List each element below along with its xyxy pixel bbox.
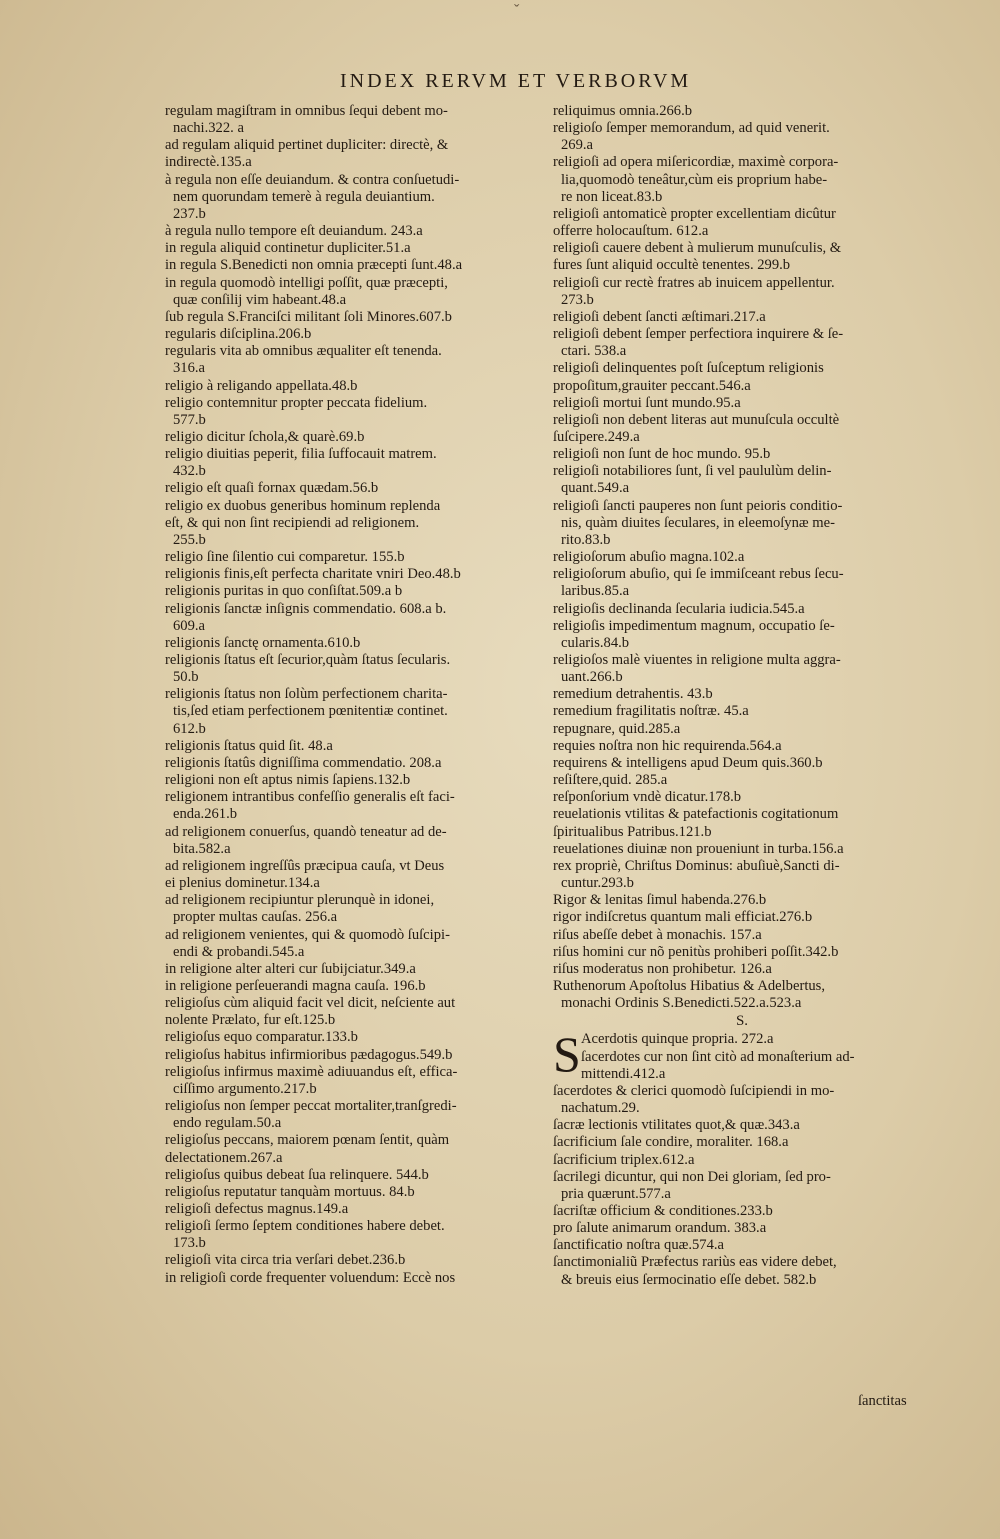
index-line: religionis ſtatus non ſolùm perfectionem charita- xyxy=(165,686,448,703)
index-line: in religione perſeuerandi magna cauſa. 196.b xyxy=(165,977,426,994)
index-line: laribus.85.a xyxy=(561,583,630,600)
index-line: propter multas cauſas. 256.a xyxy=(173,909,338,926)
index-line: religioſi antomaticè propter excellentiam dicûtur xyxy=(553,205,836,222)
index-line: ad religionem conuerſus, quandò teneatur ad de- xyxy=(165,823,447,840)
index-line: religionis ſanctæ inſignis commendatio. 608.a b. xyxy=(165,600,447,617)
index-line: ad religionem recipiuntur plerunquè in idonei, xyxy=(165,892,435,909)
left-column xyxy=(165,103,545,1287)
index-line: ſacerdotes & clerici quomodò ſuſcipiendi in mo- xyxy=(553,1082,835,1099)
index-line: religionis ſtatus quid ſit. 48.a xyxy=(165,737,333,754)
dropcap-lines xyxy=(581,1031,931,1082)
index-line: religioſus infirmus maximè adiuuandus eſt, effica- xyxy=(165,1063,458,1080)
index-line: religionis ſtatûs digniſſima commendatio. 208.a xyxy=(165,754,442,771)
section-letter: S. xyxy=(735,1013,749,1030)
index-line: religioſos malè viuentes in religione multa aggra- xyxy=(553,652,841,668)
index-line: religio à religando appellata.48.b xyxy=(165,377,358,394)
right-column-entries-s xyxy=(553,1083,931,1289)
index-line: tis,ſed etiam perfectionem pœnitentiæ continet. xyxy=(173,703,448,720)
index-line: Rigor & lenitas ſimul habenda.276.b xyxy=(553,892,767,909)
index-line: 612.b xyxy=(173,720,206,737)
index-line: ctari. 538.a xyxy=(561,343,627,360)
index-line: endi & probandi.545.a xyxy=(173,943,305,960)
index-line: religioſi delinquentes poſt ſuſceptum religionis xyxy=(553,360,824,377)
index-line: religioſi ſermo ſeptem conditiones habere debet. xyxy=(165,1218,445,1235)
index-line: à regula non eſſe deuiandum. & contra conſuetudi- xyxy=(165,171,460,188)
index-line: religionis ſanctę ornamenta.610.b xyxy=(165,634,361,651)
index-line: religionis finis,eſt perfecta charitate vniri Deo.48.b xyxy=(165,566,461,583)
dropcap-entry xyxy=(553,1026,931,1083)
index-line: 577.b xyxy=(173,411,206,428)
index-line: riſus abeſſe debet à monachis. 157.a xyxy=(553,926,762,943)
index-line: ſacriſtæ officium & conditiones.233.b xyxy=(553,1203,773,1219)
index-line: offerre holocauſtum. 612.a xyxy=(553,223,709,240)
index-line: ad regulam aliquid pertinet dupliciter: directè, & xyxy=(165,137,449,154)
right-column-entries-r xyxy=(553,103,931,1012)
right-column xyxy=(553,103,931,1289)
index-line: religioſi ſancti pauperes non ſunt peioris conditio- xyxy=(553,497,843,514)
index-line: religioſi cur rectè fratres ab inuicem appellentur. xyxy=(553,274,835,291)
top-mark: ˇ xyxy=(514,2,520,19)
index-line: monachi Ordinis S.Benedicti.522.a.523.a xyxy=(561,995,802,1012)
index-line: remedium fragilitatis noſtræ. 45.a xyxy=(553,703,749,720)
index-line: regulam magiſtram in omnibus ſequi debent mo- xyxy=(165,103,448,119)
index-line: religio ex duobus generibus hominum replenda xyxy=(165,497,441,514)
index-line: requirens & intelligens apud Deum quis.360.b xyxy=(553,754,823,771)
index-line: 237.b xyxy=(173,205,206,222)
index-line: nolente Prælato, fur eſt.125.b xyxy=(165,1012,336,1029)
index-line: religio dicitur ſchola,& quarè.69.b xyxy=(165,428,365,445)
index-line: religioſi debent ſancti æſtimari.217.a xyxy=(553,308,766,325)
index-line: religioſi ad opera miſericordiæ, maximè corpora- xyxy=(553,154,839,171)
index-line: religioſus equo comparatur.133.b xyxy=(165,1029,358,1046)
index-line: ſacrilegi dicuntur, qui non Dei gloriam, ſed pro- xyxy=(553,1168,831,1185)
index-line: Acerdotis quinque propria. 272.a xyxy=(581,1031,774,1048)
index-line: religionem intrantibus confeſſio generalis eſt faci- xyxy=(165,789,455,806)
index-line: religioſi mortui ſunt mundo.95.a xyxy=(553,394,741,411)
index-line: re non liceat.83.b xyxy=(561,188,663,205)
index-line: ſuſcipere.249.a xyxy=(553,428,640,445)
index-line: quant.549.a xyxy=(561,480,630,497)
index-line: eſt, & qui non ſint recipiendi ad religionem. xyxy=(165,514,420,531)
index-line: ciſſimo argumento.217.b xyxy=(173,1080,317,1097)
index-line: bita.582.a xyxy=(173,840,231,857)
index-line: rigor indiſcretus quantum mali efficiat.276.b xyxy=(553,909,813,926)
index-line: 269.a xyxy=(561,137,594,154)
index-line: à regula nullo tempore eſt deuiandum. 243.a xyxy=(165,223,423,240)
index-line: ſacrificium ſale condire, moraliter. 168.a xyxy=(553,1134,789,1151)
running-header: INDEX RERVM ET VERBORVM xyxy=(340,70,692,92)
index-line: reliquimus omnia.266.b xyxy=(553,103,693,119)
index-line: religioſus non ſemper peccat mortaliter,tranſgredi- xyxy=(165,1098,457,1115)
index-line: 255.b xyxy=(173,531,206,548)
index-line: in religioſi corde frequenter voluendum: Eccè nos xyxy=(165,1269,456,1286)
index-line: reſponſorium vndè dicatur.178.b xyxy=(553,789,742,806)
index-line: rito.83.b xyxy=(561,531,611,548)
index-line: nis, quàm diuites ſeculares, in eleemoſynæ me- xyxy=(561,514,835,531)
index-line: nachi.322. a xyxy=(173,120,244,137)
index-line: religioſus cùm aliquid facit vel dicit, neſciente aut xyxy=(165,995,456,1012)
index-line: religioſorum abuſio, qui ſe immiſceant rebus ſecu- xyxy=(553,566,844,583)
index-line: 316.a xyxy=(173,360,206,377)
index-line: fures ſunt aliquid occultè tenentes. 299.b xyxy=(553,257,791,274)
index-line: religioni non eſt aptus nimis ſapiens.132.b xyxy=(165,772,411,789)
index-line: 273.b xyxy=(561,291,594,308)
index-line: rex propriè, Chriſtus Dominus: abuſiuè,Sancti di- xyxy=(553,857,840,874)
index-line: religioſis impedimentum magnum, occupatio ſe- xyxy=(553,617,835,634)
index-line: reuelationis vtilitas & patefactionis cogitationum xyxy=(553,806,839,823)
index-line: endo regulam.50.a xyxy=(173,1115,282,1132)
index-line: religioſi non ſunt de hoc mundo. 95.b xyxy=(553,446,771,463)
index-line: religioſi notabiliores ſunt, ſi vel paululùm delin- xyxy=(553,463,832,480)
index-line: & breuis eius ſermocinatio eſſe debet. 582.b xyxy=(561,1271,817,1288)
index-line: ad religionem ingreſſûs præcipua cauſa, vt Deus xyxy=(165,857,445,874)
index-line: religioſi non debent literas aut munuſcula occultè xyxy=(553,411,840,428)
index-line: in regula S.Benedicti non omnia præcepti ſunt.48.a xyxy=(165,257,463,274)
index-line: cuntur.293.b xyxy=(561,875,634,892)
index-line: uant.266.b xyxy=(561,669,623,686)
index-line: religioſi debent ſemper perfectiora inquirere & ſe- xyxy=(553,326,844,343)
index-line: mittendi.412.a xyxy=(581,1065,666,1082)
index-line: religioſus habitus infirmioribus pædagogus.549.b xyxy=(165,1046,453,1063)
index-line: religioſus reputatur tanquàm mortuus. 84.b xyxy=(165,1183,415,1200)
index-line: in regula aliquid continetur dupliciter.51.a xyxy=(165,240,411,257)
index-line: requies noſtra non hic requirenda.564.a xyxy=(553,737,782,754)
index-line: pro ſalute animarum orandum. 383.a xyxy=(553,1220,767,1237)
index-line: religio contemnitur propter peccata fidelium. xyxy=(165,394,428,411)
index-line: religioſus peccans, maiorem pœnam ſentit, quàm xyxy=(165,1132,450,1149)
index-line: pria quærunt.577.a xyxy=(561,1185,671,1202)
index-line: ei plenius dominetur.134.a xyxy=(165,875,320,892)
index-line: religioſi cauere debent à mulierum munuſculis, & xyxy=(553,240,842,257)
index-line: ſacrificium triplex.612.a xyxy=(553,1151,695,1168)
index-line: 432.b xyxy=(173,463,206,480)
index-line: cularis.84.b xyxy=(561,634,630,651)
index-line: ad religionem venientes, qui & quomodò ſuſcipi- xyxy=(165,926,450,943)
index-line: delectationem.267.a xyxy=(165,1149,283,1166)
index-line: religioſorum abuſio magna.102.a xyxy=(553,549,745,566)
index-line: nachatum.29. xyxy=(561,1100,640,1117)
index-line: ſacerdotes cur non ſint citò ad monaſterium ad- xyxy=(581,1048,855,1065)
index-line: ſpiritualibus Patribus.121.b xyxy=(553,823,712,840)
index-line: 173.b xyxy=(173,1235,206,1252)
index-line: 609.a xyxy=(173,617,206,634)
index-line: regularis diſciplina.206.b xyxy=(165,326,312,343)
index-line: riſus moderatus non prohibetur. 126.a xyxy=(553,960,772,977)
index-line: 50.b xyxy=(173,669,199,686)
index-line: religioſo ſemper memorandum, ad quid venerit. xyxy=(553,120,830,137)
index-line: quæ conſilij vim habeant.48.a xyxy=(173,291,347,308)
index-line: reſiſtere,quid. 285.a xyxy=(553,772,668,789)
index-line: riſus homini cur nõ penitùs prohiberi poſſit.342.b xyxy=(553,943,839,960)
index-line: reuelationes diuinæ non proueniunt in turba.156.a xyxy=(553,840,844,857)
index-line: religioſi defectus magnus.149.a xyxy=(165,1201,349,1217)
index-line: lia,quomodò teneâtur,cùm eis proprium habe- xyxy=(561,171,828,188)
index-line: enda.261.b xyxy=(173,806,238,823)
index-line: religioſus quibus debeat ſua relinquere. 544.b xyxy=(165,1166,429,1183)
index-line: ſanctimonialiũ Præfectus rariùs eas videre debet, xyxy=(553,1254,837,1271)
index-line: nem quorundam temerè à regula deuiantium. xyxy=(173,188,435,205)
index-line: in religione alter alteri cur ſubijciatur.349.a xyxy=(165,960,416,977)
index-line: remedium detrahentis. 43.b xyxy=(553,686,713,703)
index-line: in regula quomodò intelligi poſſit, quæ præcepti, xyxy=(165,274,448,291)
index-line: religioſi vita circa tria verſari debet.236.b xyxy=(165,1252,406,1269)
index-line: ſanctificatio noſtra quæ.574.a xyxy=(553,1237,725,1254)
dropcap: S xyxy=(553,1026,581,1083)
index-line: religioſis declinanda ſecularia iudicia.545.a xyxy=(553,600,805,617)
index-line: ſub regula S.Franciſci militant ſoli Minores.607.b xyxy=(165,308,452,325)
index-line: Ruthenorum Apoſtolus Hibatius & Adelbertus, xyxy=(553,977,826,994)
index-line: religionis puritas in quo conſiſtat.509.a b xyxy=(165,583,403,600)
index-line: propoſitum,grauiter peccant.546.a xyxy=(553,377,751,394)
index-line: regularis vita ab omnibus æqualiter eſt tenenda. xyxy=(165,343,442,360)
index-line: religio diuitias peperit, filia ſuffocauit matrem. xyxy=(165,446,437,463)
index-line: religio ſine ſilentio cui comparetur. 155.b xyxy=(165,549,405,566)
catchword: ſanctitas xyxy=(858,1393,907,1409)
index-line: repugnare, quid.285.a xyxy=(553,720,681,737)
index-line: religio eſt quaſi fornax quædam.56.b xyxy=(165,480,379,497)
index-line: religionis ſtatus eſt ſecurior,quàm ſtatus ſecularis. xyxy=(165,652,451,668)
index-line: indirectè.135.a xyxy=(165,154,252,171)
index-line: ſacræ lectionis vtilitates quot,& quæ.343.a xyxy=(553,1117,800,1134)
